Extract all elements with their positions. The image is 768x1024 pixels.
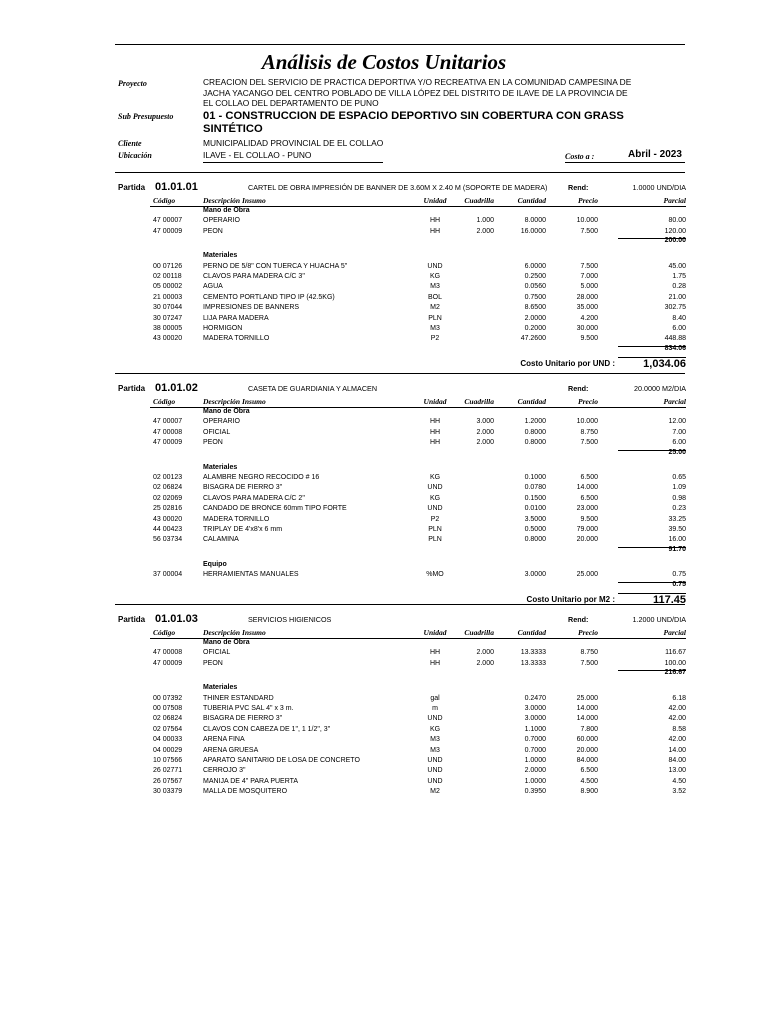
item-cantidad: 16.0000 — [520, 227, 546, 235]
proyecto-label: Proyecto — [118, 79, 147, 88]
col-header-parcial: Parcial — [663, 397, 686, 406]
group-subtotal: 91.70 — [668, 545, 686, 553]
item-parcial: 3.52 — [672, 788, 686, 796]
item-unit: UND — [427, 262, 443, 270]
item-unit: UND — [427, 505, 443, 513]
item-description: ARENA FINA — [203, 736, 245, 744]
col-header-codigo: Código — [153, 397, 176, 406]
proyecto-line-1: CREACION DEL SERVICIO DE PRACTICA DEPORTIVA Y/O RECREATIVA EN LA COMUNIDAD CAMPESINA DE — [203, 77, 632, 87]
item-cuadrilla: 2.000 — [476, 649, 494, 657]
item-unit: m — [432, 705, 438, 712]
item-code: 00 07126 — [153, 262, 183, 270]
item-description: MADERA TORNILLO — [203, 515, 270, 523]
item-cantidad: 0.7500 — [524, 293, 546, 301]
partida-description: CASETA DE GUARDIANIA Y ALMACEN — [248, 384, 378, 393]
item-description: APARATO SANITARIO DE LOSA DE CONCRETO — [203, 757, 360, 764]
item-parcial: 8.58 — [672, 725, 686, 733]
item-parcial: 45.00 — [668, 262, 686, 270]
col-header-cantidad: Cantidad — [517, 196, 546, 205]
item-parcial: 7.00 — [672, 428, 686, 436]
item-code: 44 00423 — [153, 526, 183, 533]
group-title: Mano de Obra — [203, 639, 250, 646]
item-code: 47 00008 — [153, 649, 183, 657]
proyecto-line-3: EL COLLAO DEL DEPARTAMENTO DE PUNO — [203, 98, 379, 108]
item-description: OPERARIO — [203, 418, 240, 426]
item-parcial: 6.00 — [672, 325, 686, 332]
item-description: BISAGRA DE FIERRO 3" — [203, 484, 283, 492]
item-cantidad: 1.2000 — [524, 418, 546, 426]
item-parcial: 80.00 — [668, 217, 686, 225]
group-subtotal: 834.06 — [664, 344, 686, 352]
costo-unitario-label: Costo Unitario por UND : — [520, 358, 615, 368]
item-description: TRIPLAY DE 4'x8'x 6 mm — [203, 526, 283, 533]
item-precio: 9.500 — [580, 335, 598, 343]
proyecto-line-2: JACHA YACANGO DEL CENTRO POBLADO DE VILLA LÓPEZ DEL DISTRITO DE ILAVE DE LA PROVINCIA DE — [203, 88, 628, 98]
item-code: 38 00005 — [153, 325, 183, 332]
item-cantidad: 13.3333 — [520, 649, 546, 657]
partida-label: Partida — [118, 183, 146, 192]
item-code: 02 00123 — [153, 474, 183, 481]
rend-value: 20.0000 M2/DIA — [634, 384, 686, 393]
group-title: Materiales — [203, 252, 238, 260]
item-code: 02 06824 — [153, 715, 183, 723]
item-description: ALAMBRE NEGRO RECOCIDO # 16 — [203, 474, 320, 481]
item-description: CLAVOS PARA MADERA C/C 2" — [203, 494, 305, 502]
item-unit: UND — [427, 777, 443, 785]
item-cantidad: 1.0000 — [524, 777, 546, 785]
partida-description: CARTEL DE OBRA IMPRESIÓN DE BANNER DE 3.60M X 2.40 M (SOPORTE DE MADERA) — [248, 183, 548, 192]
item-cantidad: 2.0000 — [524, 767, 546, 775]
item-description: CANDADO DE BRONCE 60mm TIPO FORTE — [203, 505, 347, 513]
item-cuadrilla: 2.000 — [476, 439, 494, 447]
partida-code: 01.01.01 — [155, 181, 198, 193]
top-rule — [115, 44, 685, 45]
item-precio: 20.000 — [576, 536, 598, 544]
item-code: 25 02816 — [153, 505, 183, 513]
col-header-cuadrilla: Cuadrilla — [464, 628, 494, 637]
item-code: 30 03379 — [153, 788, 183, 796]
group-subtotal: 216.67 — [664, 669, 686, 677]
group-title: Mano de Obra — [203, 408, 250, 415]
item-code: 47 00009 — [153, 439, 183, 447]
item-cantidad: 3.0000 — [524, 715, 546, 723]
item-cantidad: 0.2000 — [524, 325, 546, 332]
item-code: 43 00020 — [153, 515, 183, 523]
group-title: Materiales — [203, 463, 238, 471]
item-parcial: 448.88 — [664, 335, 686, 343]
item-unit: PLN — [428, 526, 442, 533]
subpresupuesto-line-2: SINTÉTICO — [203, 123, 263, 135]
item-code: 05 00002 — [153, 283, 183, 291]
col-header-unidad: Unidad — [423, 628, 447, 637]
item-precio: 7.500 — [580, 227, 598, 235]
item-precio: 4.200 — [580, 314, 598, 322]
item-unit: HH — [429, 659, 441, 667]
rend-label: Rend: — [568, 183, 589, 192]
item-cantidad: 0.1500 — [524, 494, 546, 502]
col-header-descripcion: Descripción Insumo — [203, 628, 266, 637]
item-cantidad: 0.2500 — [524, 273, 546, 280]
item-parcial: 4.50 — [672, 777, 686, 785]
item-unit: HH — [429, 439, 441, 447]
item-description: HORMIGON — [203, 325, 243, 332]
item-code: 37 00004 — [153, 571, 183, 579]
item-description: CALAMINA — [203, 536, 239, 544]
item-cantidad: 0.5000 — [524, 526, 546, 533]
item-parcial: 120.00 — [664, 227, 686, 235]
item-parcial: 0.65 — [672, 474, 686, 481]
item-precio: 60.000 — [576, 736, 598, 744]
item-description: PEON — [203, 439, 223, 447]
group-title: Materiales — [203, 684, 238, 692]
item-parcial: 6.18 — [672, 694, 686, 702]
item-unit: HH — [429, 649, 441, 657]
item-precio: 23.000 — [576, 505, 598, 513]
item-precio: 7.500 — [580, 659, 598, 667]
item-parcial: 0.28 — [672, 283, 686, 291]
item-precio: 6.500 — [580, 494, 598, 502]
item-cantidad: 6.0000 — [524, 262, 546, 270]
group-subtotal: 25.00 — [668, 448, 686, 456]
item-description: PEON — [203, 659, 223, 667]
item-description: OFICIAL — [203, 649, 231, 657]
item-cantidad: 0.7000 — [524, 736, 546, 744]
item-cantidad: 2.0000 — [524, 314, 546, 322]
item-unit: M3 — [430, 736, 440, 744]
costo-unitario-value: 1,034.06 — [643, 357, 686, 370]
col-header-parcial: Parcial — [663, 196, 686, 205]
item-parcial: 16.00 — [668, 536, 686, 544]
item-precio: 8.750 — [580, 649, 598, 657]
col-header-cuadrilla: Cuadrilla — [464, 397, 494, 406]
item-unit: HH — [429, 227, 441, 235]
subpresupuesto-line-1: 01 - CONSTRUCCION DE ESPACIO DEPORTIVO SIN COBERTURA CON GRASS — [203, 110, 624, 122]
item-parcial: 13.00 — [668, 767, 686, 775]
item-cuadrilla: 1.000 — [476, 217, 494, 225]
item-description: CEMENTO PORTLAND TIPO IP (42.5KG) — [203, 293, 335, 301]
item-precio: 6.500 — [580, 474, 598, 481]
item-cantidad: 8.6500 — [524, 304, 546, 312]
col-header-descripcion: Descripción Insumo — [203, 397, 266, 406]
costo-fecha: Abril - 2023 — [628, 149, 682, 160]
item-description: LIJA PARA MADERA — [203, 314, 269, 322]
item-code: 02 02069 — [153, 494, 183, 502]
item-precio: 9.500 — [580, 515, 598, 523]
col-header-cantidad: Cantidad — [517, 628, 546, 637]
item-description: OPERARIO — [203, 217, 240, 225]
item-code: 02 07564 — [153, 725, 183, 733]
item-parcial: 84.00 — [668, 757, 686, 764]
item-code: 04 00029 — [153, 746, 183, 754]
item-precio: 25.000 — [576, 571, 598, 579]
partida-top-rule — [115, 373, 685, 374]
page-title: Análisis de Costos Unitarios — [261, 50, 507, 74]
item-cuadrilla: 2.000 — [476, 659, 494, 667]
item-unit: KG — [429, 474, 441, 481]
item-code: 26 02771 — [153, 767, 183, 775]
col-header-codigo: Código — [153, 196, 176, 205]
col-header-precio: Precio — [578, 196, 598, 205]
item-precio: 6.500 — [580, 767, 598, 775]
col-header-descripcion: Descripción Insumo — [203, 196, 266, 205]
item-unit: P2 — [430, 515, 440, 523]
item-unit: UND — [427, 715, 443, 723]
item-precio: 10.000 — [576, 217, 598, 225]
col-header-parcial: Parcial — [663, 628, 686, 637]
item-description: THINER ESTANDARD — [203, 694, 274, 702]
item-unit: gal — [430, 694, 440, 702]
group-title: Equipo — [203, 560, 227, 568]
group-subtotal: 200.00 — [664, 237, 686, 245]
col-header-unidad: Unidad — [423, 397, 447, 406]
item-precio: 84.000 — [576, 757, 598, 764]
item-unit: UND — [427, 484, 443, 492]
item-precio: 8.900 — [580, 788, 598, 796]
item-parcial: 42.00 — [668, 736, 686, 744]
item-unit: M2 — [430, 304, 440, 312]
item-code: 43 00020 — [153, 335, 183, 343]
item-description: MADERA TORNILLO — [203, 335, 270, 343]
header-rule-left — [203, 162, 383, 163]
col-header-cuadrilla: Cuadrilla — [464, 196, 494, 205]
item-description: TUBERIA PVC SAL 4" x 3 m. — [203, 705, 294, 712]
group-subtotal: 0.75 — [672, 580, 686, 588]
item-unit: M3 — [430, 283, 440, 291]
item-parcial: 116.67 — [665, 649, 686, 657]
item-precio: 20.000 — [576, 746, 598, 754]
item-code: 10 07566 — [153, 757, 183, 764]
item-cantidad: 0.0780 — [524, 484, 546, 492]
cliente-label: Cliente — [118, 139, 142, 148]
partida-description: SERVICIOS HIGIENICOS — [248, 615, 332, 624]
item-unit: HH — [429, 428, 441, 436]
item-unit: M3 — [430, 325, 440, 332]
item-cantidad: 3.0000 — [524, 705, 546, 712]
ubicacion-label: Ubicación — [118, 151, 152, 160]
costo-unitario-label: Costo Unitario por M2 : — [526, 594, 615, 604]
partida-label: Partida — [118, 615, 146, 624]
item-cantidad: 0.7000 — [524, 746, 546, 754]
item-description: MANIJA DE 4" PARA PUERTA — [203, 777, 299, 785]
item-code: 26 07567 — [153, 777, 183, 785]
item-precio: 8.750 — [580, 428, 598, 436]
item-parcial: 12.00 — [668, 418, 686, 426]
item-precio: 28.000 — [576, 293, 598, 301]
item-cantidad: 1.0000 — [524, 757, 546, 764]
item-unit: M3 — [430, 746, 440, 754]
item-description: HERRAMIENTAS MANUALES — [203, 571, 299, 579]
item-precio: 7.000 — [580, 273, 598, 280]
col-header-codigo: Código — [153, 628, 176, 637]
item-code: 21 00003 — [153, 293, 183, 301]
item-description: PERNO DE 5/8" CON TUERCA Y HUACHA 5" — [203, 262, 348, 270]
rend-label: Rend: — [568, 615, 589, 624]
item-unit: %MO — [426, 571, 444, 579]
item-description: PEON — [203, 227, 223, 235]
item-parcial: 0.23 — [672, 505, 686, 513]
item-code: 02 06824 — [153, 484, 183, 492]
item-cuadrilla: 2.000 — [476, 227, 494, 235]
item-code: 47 00009 — [153, 227, 183, 235]
item-precio: 14.000 — [576, 484, 598, 492]
partida-code: 01.01.02 — [155, 382, 198, 394]
group-title: Mano de Obra — [203, 207, 250, 214]
item-precio: 7.500 — [580, 439, 598, 447]
item-unit: PLN — [428, 536, 442, 544]
item-unit: M2 — [430, 788, 440, 796]
item-parcial: 42.00 — [668, 715, 686, 723]
item-cantidad: 0.8000 — [524, 536, 546, 544]
item-precio: 79.000 — [576, 526, 598, 533]
item-code: 30 07247 — [153, 314, 183, 322]
item-cuadrilla: 3.000 — [476, 418, 494, 426]
item-code: 00 07508 — [153, 705, 183, 712]
item-unit: PLN — [428, 314, 442, 322]
rend-label: Rend: — [568, 384, 589, 393]
partida-label: Partida — [118, 384, 146, 393]
item-cantidad: 47.2600 — [520, 335, 546, 343]
item-code: 30 07044 — [153, 304, 183, 312]
item-description: OFICIAL — [203, 428, 231, 436]
item-unit: HH — [429, 418, 441, 426]
item-cantidad: 13.3333 — [520, 659, 546, 667]
item-unit: UND — [427, 767, 443, 775]
item-code: 47 00007 — [153, 418, 183, 426]
item-precio: 35.000 — [576, 304, 598, 312]
item-precio: 30.000 — [576, 325, 598, 332]
item-code: 47 00007 — [153, 217, 183, 225]
item-unit: UND — [427, 757, 443, 764]
item-code: 56 03734 — [153, 536, 183, 544]
header-rule-right — [565, 162, 685, 163]
item-precio: 4.500 — [580, 777, 598, 785]
item-parcial: 8.40 — [672, 314, 686, 322]
item-cantidad: 3.0000 — [524, 571, 546, 579]
subpresupuesto-label: Sub Presupuesto — [118, 112, 174, 121]
item-cantidad: 1.1000 — [524, 725, 546, 733]
item-precio: 7.800 — [580, 725, 598, 733]
item-description: BISAGRA DE FIERRO 3" — [203, 715, 283, 723]
item-cantidad: 0.1000 — [524, 474, 546, 481]
item-description: CLAVOS CON CABEZA DE 1", 1 1/2", 3" — [203, 725, 331, 733]
partida-top-rule — [115, 604, 685, 605]
item-description: ARENA GRUESA — [203, 746, 259, 754]
item-code: 47 00009 — [153, 659, 183, 667]
cliente-value: MUNICIPALIDAD PROVINCIAL DE EL COLLAO — [203, 138, 384, 148]
item-unit: KG — [429, 273, 441, 280]
costo-unitario-value: 117.45 — [652, 593, 686, 606]
col-header-unidad: Unidad — [423, 196, 447, 205]
item-description: CLAVOS PARA MADERA C/C 3" — [203, 273, 305, 280]
partida-top-rule — [115, 172, 685, 173]
item-description: MALLA DE MOSQUITERO — [203, 788, 288, 796]
item-parcial: 39.50 — [668, 526, 686, 533]
item-cantidad: 8.0000 — [524, 217, 546, 225]
col-header-precio: Precio — [578, 628, 598, 637]
item-parcial: 302.75 — [664, 304, 686, 312]
item-parcial: 1.75 — [672, 273, 686, 280]
rend-value: 1.0000 UND/DIA — [632, 183, 686, 192]
item-cantidad: 0.8000 — [524, 439, 546, 447]
item-parcial: 100.00 — [664, 659, 686, 667]
item-cantidad: 3.5000 — [524, 515, 546, 523]
item-unit: KG — [429, 725, 441, 733]
item-parcial: 42.00 — [668, 705, 686, 712]
item-unit: P2 — [430, 335, 440, 343]
item-parcial: 14.00 — [668, 746, 686, 754]
item-cantidad: 0.3950 — [524, 788, 546, 796]
item-cantidad: 0.0560 — [524, 283, 546, 291]
item-precio: 14.000 — [576, 705, 598, 712]
item-unit: KG — [429, 494, 441, 502]
item-precio: 7.500 — [580, 262, 598, 270]
item-code: 47 00008 — [153, 428, 183, 436]
item-unit: BOL — [427, 293, 442, 301]
item-parcial: 0.98 — [672, 494, 686, 502]
item-precio: 5.000 — [580, 283, 598, 291]
item-parcial: 0.75 — [672, 571, 686, 579]
item-description: IMPRESIONES DE BANNERS — [203, 304, 300, 312]
item-precio: 10.000 — [576, 418, 598, 426]
item-cantidad: 0.8000 — [524, 428, 546, 436]
item-precio: 25.000 — [576, 694, 598, 702]
item-code: 00 07392 — [153, 694, 183, 702]
partida-code: 01.01.03 — [155, 613, 198, 625]
item-parcial: 6.00 — [672, 439, 686, 447]
item-unit: HH — [429, 217, 441, 225]
item-description: AGUA — [203, 283, 223, 291]
item-precio: 14.000 — [576, 715, 598, 723]
col-header-precio: Precio — [578, 397, 598, 406]
item-code: 02 00118 — [153, 273, 182, 280]
rend-value: 1.2000 UND/DIA — [632, 615, 686, 624]
item-cuadrilla: 2.000 — [476, 428, 494, 436]
item-cantidad: 0.2470 — [524, 694, 546, 702]
item-code: 04 00033 — [153, 736, 183, 744]
item-parcial: 33.25 — [668, 515, 686, 523]
ubicacion-value: ILAVE - EL COLLAO - PUNO — [203, 150, 312, 160]
costo-label: Costo a : — [565, 152, 595, 161]
item-parcial: 1.09 — [672, 484, 686, 492]
item-cantidad: 0.0100 — [524, 505, 546, 513]
col-header-cantidad: Cantidad — [517, 397, 546, 406]
item-description: CERROJO 3" — [203, 767, 246, 775]
item-parcial: 21.00 — [668, 293, 686, 301]
